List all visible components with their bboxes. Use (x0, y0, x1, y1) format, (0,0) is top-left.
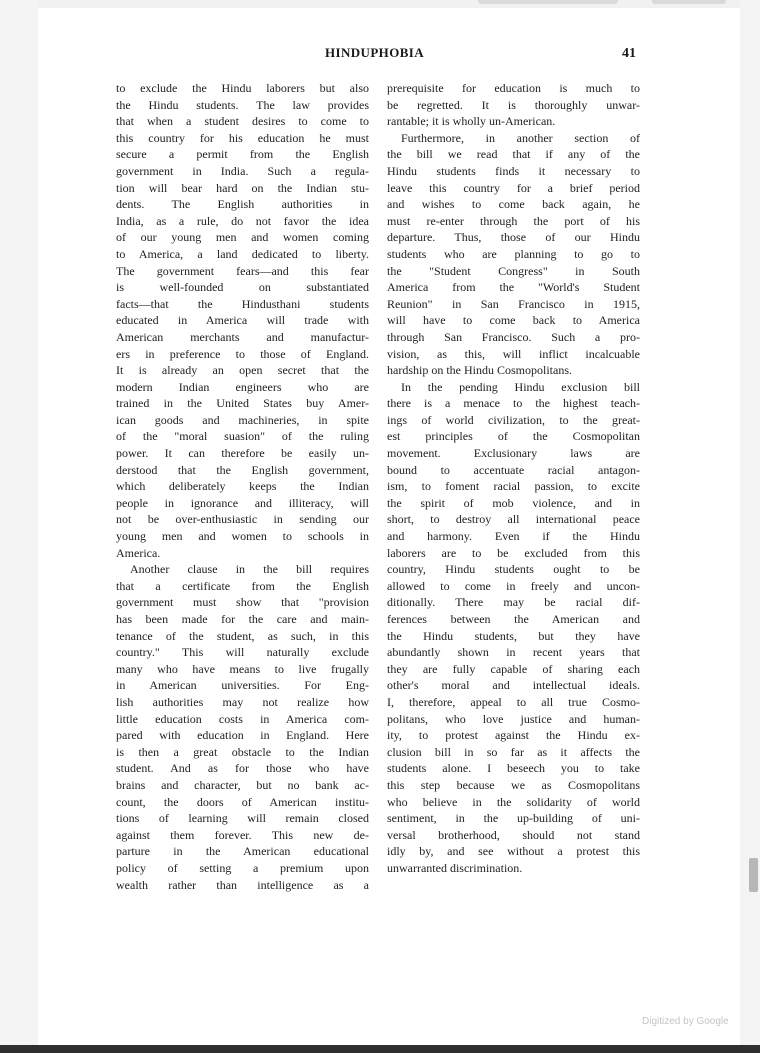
text-line: against them forever. This new de- (116, 827, 369, 842)
text-line: government in India. Such a regula- (116, 163, 369, 178)
text-line: other's moral and intellectual ideals. (387, 678, 640, 693)
text-line: they are fully capable of sharing each (387, 661, 640, 676)
text-line: and wishes to come back again, he (387, 197, 640, 212)
viewer-tab[interactable] (478, 0, 618, 4)
viewer-top-strip (0, 0, 760, 8)
text-line: American merchants and manufactur- (116, 329, 369, 344)
text-line: through San Francisco. Such a pro- (387, 329, 640, 344)
text-line: country, Hindu students ought to be (387, 562, 640, 577)
text-line: students who are planning to go to (387, 246, 640, 261)
text-line: must re-enter through the port of his (387, 213, 640, 228)
text-line: which deliberately keeps the Indian (116, 479, 369, 494)
text-line: to America, a land dedicated to liberty. (116, 246, 369, 261)
digitized-watermark: Digitized by Google (642, 1016, 729, 1027)
text-line: dents. The English authorities in (116, 197, 369, 212)
text-line: ditionally. There may be racial dif- (387, 595, 640, 610)
text-line: idly by, and see without a protest this (387, 844, 640, 859)
text-line: vision, as this, will inflict incalcuable (387, 346, 640, 361)
text-line: modern Indian engineers who are (116, 379, 369, 394)
text-line: tenance of the student, as such, in this (116, 628, 369, 643)
page-number: 41 (622, 46, 636, 61)
text-line: India, as a rule, do not favor the idea (116, 213, 369, 228)
text-line: est principles of the Cosmopolitan (387, 429, 640, 444)
text-line: the Hindu students, but they have (387, 628, 640, 643)
text-line: Hindu students finds it necessary to (387, 163, 640, 178)
text-line: of the "moral suasion" of the ruling (116, 429, 369, 444)
text-line: The government fears—and this fear (116, 263, 369, 278)
text-line: will have to come back to America (387, 313, 640, 328)
text-line: hardship on the Hindu Cosmopolitans. (387, 363, 572, 378)
text-line: sentiment, in the up-building of uni- (387, 811, 640, 826)
text-line: in American universities. For Eng- (116, 678, 369, 693)
text-line: short, to destroy all international peace (387, 512, 640, 527)
left-text-column (116, 80, 369, 893)
text-line: the Hindu students. The law provides (116, 97, 369, 112)
text-line: pared with education in England. Here (116, 728, 369, 743)
text-line: trained in the United States buy Amer- (116, 396, 369, 411)
viewer-left-gutter (0, 0, 38, 1053)
text-line: the bill we read that if any of the (387, 147, 640, 162)
text-line: facts—that the Hindusthani students (116, 296, 369, 311)
text-line: unwarranted discrimination. (387, 860, 523, 875)
text-line: tions of learning will remain closed (116, 811, 369, 826)
text-line: this step because we as Cosmopolitans (387, 777, 640, 792)
text-line: not be over-enthusiastic in sending our (116, 512, 369, 527)
text-line: America. (116, 545, 161, 560)
text-line: ican goods and machineries, in spite (116, 412, 369, 427)
text-line: young men and women to schools in (116, 529, 369, 544)
text-line: country." This will naturally exclude (116, 645, 369, 660)
text-line: Reunion" in San Francisco in 1915, (387, 296, 640, 311)
text-line: prerequisite for education is much to (387, 81, 640, 95)
text-line: this country for his education he must (116, 130, 369, 145)
text-line: ity, to protest against the Hindu ex- (387, 728, 640, 743)
text-line: leave this country for a brief period (387, 180, 640, 195)
right-text-column (387, 80, 640, 877)
text-line: ings of world civilization, to the great- (387, 412, 640, 427)
scrollbar-thumb[interactable] (749, 858, 758, 892)
text-line: of our young men and women coming (116, 230, 369, 245)
text-line: movement. Exclusionary laws are (387, 446, 640, 461)
text-line: laborers are to be excluded from this (387, 545, 640, 560)
text-line: students alone. I beseech you to take (387, 761, 640, 776)
text-line: and harmony. Even if the Hindu (387, 529, 640, 544)
text-line: It is already an open secret that the (116, 363, 369, 378)
text-line: policy of setting a premium upon (116, 860, 369, 875)
text-line: the "Student Congress" in South (387, 263, 640, 278)
text-line: ferences between the American and (387, 612, 640, 626)
text-line: brains and character, but no bank ac- (116, 777, 369, 792)
text-line: lish authorities may not realize how (116, 694, 369, 709)
text-line: In the pending Hindu exclusion bill (401, 379, 640, 394)
text-line: versal brotherhood, should not stand (387, 827, 640, 842)
text-line: power. It can therefore be easily un- (116, 446, 369, 461)
text-line: many who have means to live frugally (116, 661, 369, 676)
text-line: ers in preference to those of England. (116, 346, 369, 361)
viewer-right-gutter (740, 0, 760, 1053)
text-line: secure a permit from the English (116, 147, 369, 162)
text-line: has been made for the care and main- (116, 612, 369, 626)
text-line: I, therefore, appeal to all true Cosmo- (387, 694, 640, 709)
text-line: allowed to come in freely and uncon- (387, 578, 640, 593)
text-line: that a certificate from the English (116, 578, 369, 593)
text-line: there is a menace to the highest teach- (387, 396, 640, 411)
text-line: departure. Thus, those of our Hindu (387, 230, 640, 245)
text-line: America from the "World's Student (387, 280, 640, 295)
text-line: government must show that "provision (116, 595, 369, 610)
text-line: who believe in the solidarity of world (387, 794, 640, 809)
text-line: politans, who love justice and human- (387, 711, 640, 726)
text-line: student. And as for those who have (116, 761, 369, 776)
text-line: be regretted. It is thoroughly unwar- (387, 97, 640, 112)
text-line: is well-founded on substantiated (116, 280, 369, 295)
text-line: count, the doors of American institu- (116, 794, 369, 809)
text-line: that when a student desires to come to (116, 114, 369, 129)
text-line: Furthermore, in another section of (401, 130, 640, 145)
viewer-tab[interactable] (652, 0, 726, 4)
text-line: parture in the American educational (116, 844, 369, 859)
text-line: educated in America will trade with (116, 313, 369, 328)
text-line: clusion bill in so far as it affects the (387, 744, 640, 759)
text-line: abundantly shown in recent years that (387, 645, 640, 660)
text-line: bound to accentuate racial antagon- (387, 462, 640, 477)
text-line: little education costs in America com- (116, 711, 369, 726)
text-line: rantable; it is wholly un-American. (387, 114, 556, 129)
viewer-bottom-bar (0, 1045, 760, 1053)
running-head: HINDUPHOBIA (325, 45, 425, 60)
text-line: derstood that the English government, (116, 462, 369, 477)
text-line: is then a great obstacle to the Indian (116, 744, 369, 759)
text-line: to exclude the Hindu laborers but also (116, 81, 369, 95)
text-line: Another clause in the bill requires (130, 562, 369, 577)
text-line: ism, to foment racial passion, to excite (387, 479, 640, 494)
text-line: the spirit of mob violence, and in (387, 495, 640, 510)
text-line: tion will bear hard on the Indian stu- (116, 180, 369, 195)
text-line: people in ignorance and illiteracy, will (116, 495, 369, 510)
text-line: wealth rather than intelligence as a (116, 877, 369, 892)
